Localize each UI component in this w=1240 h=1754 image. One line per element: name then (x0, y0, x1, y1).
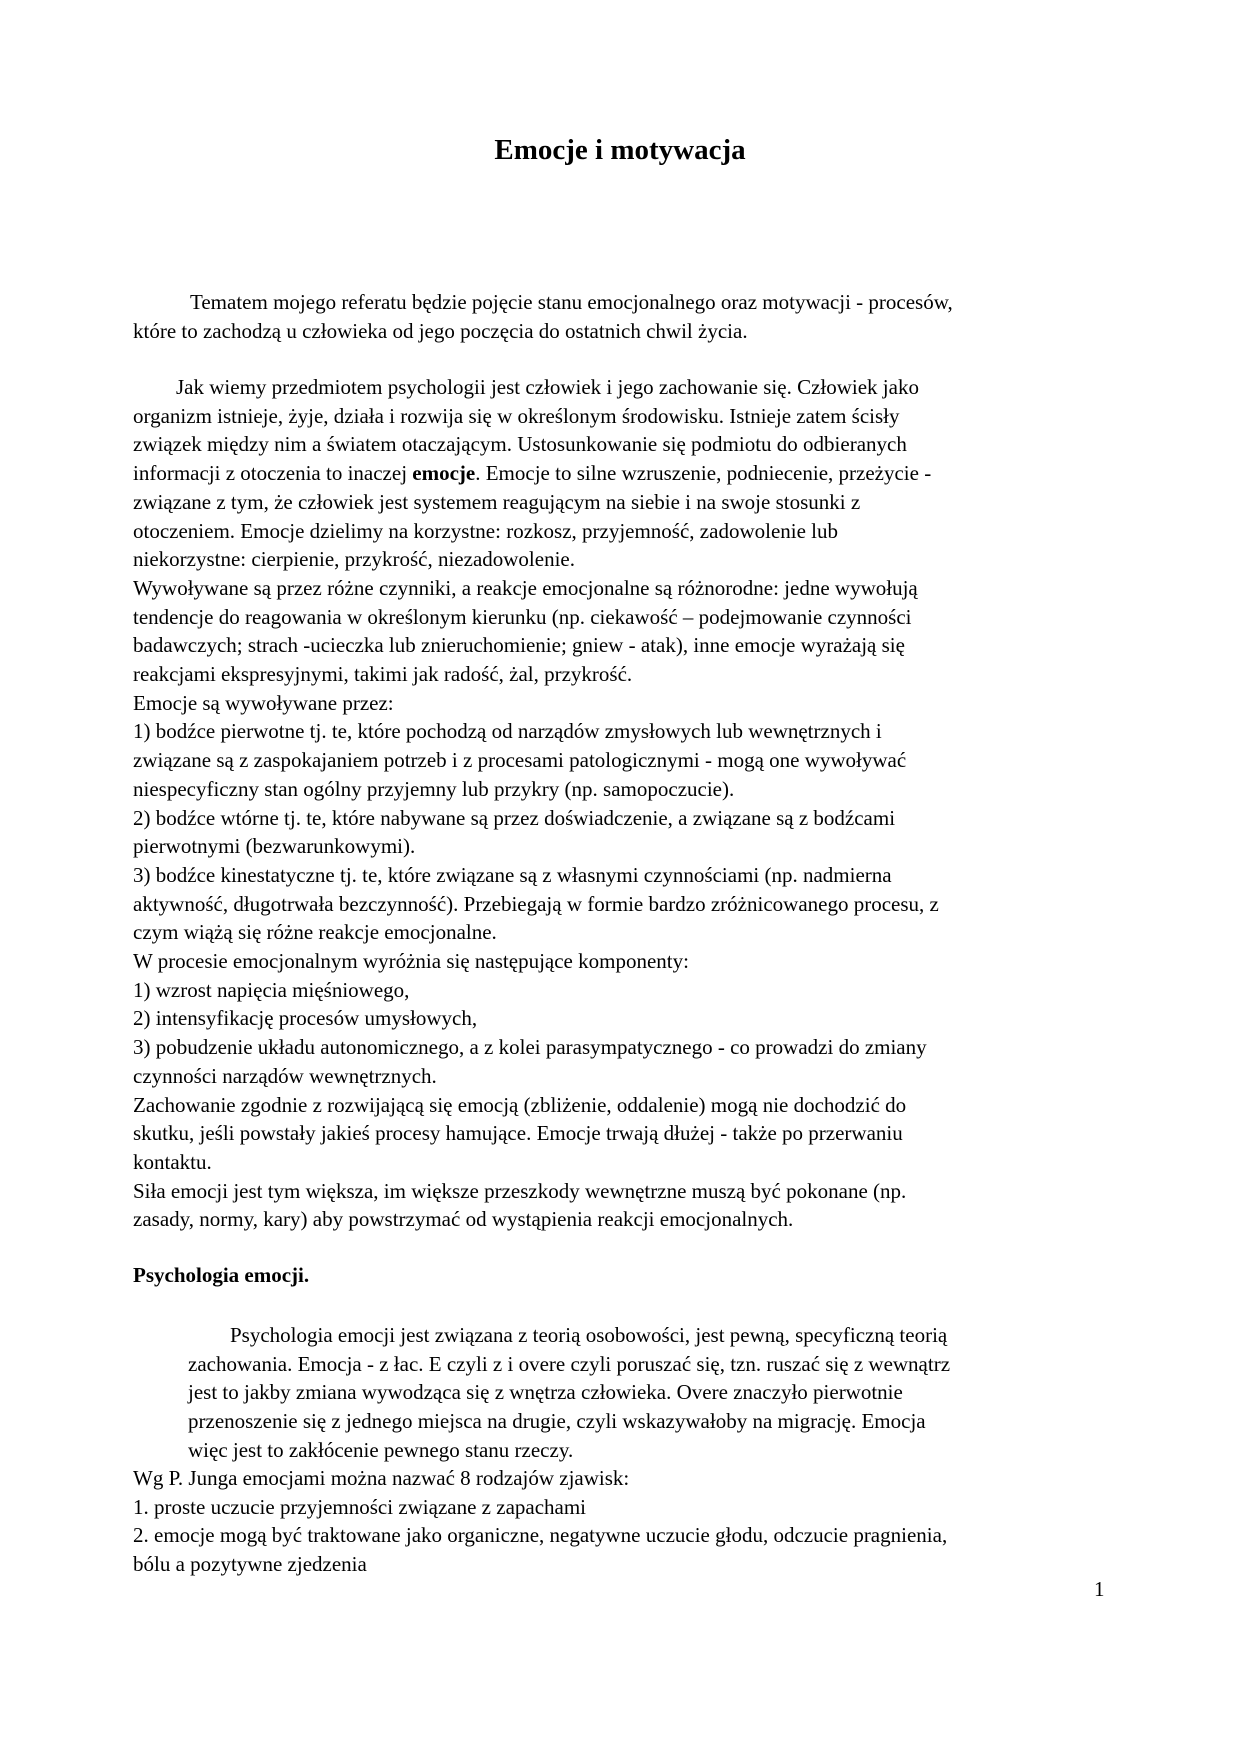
text-line: reakcjami ekspresyjnymi, takimi jak radość, żal, przykrość. (133, 662, 633, 687)
text-line: bólu a pozytywne zjedzenia (133, 1552, 367, 1577)
section-heading: Psychologia emocji. (133, 1263, 310, 1287)
text-line: związane z tym, że człowiek jest systemem reagującym na siebie i na swoje stosunki z (133, 489, 861, 514)
text-line: 2. emocje mogą być traktowane jako organiczne, negatywne uczucie głodu, odczucie pragnienia, (133, 1523, 948, 1548)
text-line: czynności narządów wewnętrznych. (133, 1063, 437, 1088)
text-line: związek między nim a światem otaczającym. Ustosunkowanie się podmiotu do odbieranych (133, 432, 907, 457)
text-line: 1) wzrost napięcia mięśniowego, (133, 977, 410, 1002)
bold-term: emocje (412, 461, 476, 486)
section2-block (188, 1321, 950, 1465)
text-line: tendencje do reagowania w określonym kierunku (np. ciekawość – podejmowanie czynności (133, 604, 912, 629)
text-line: Siła emocji jest tym większa, im większe przeszkody wewnętrzne muszą być pokonane (np. (133, 1178, 907, 1203)
text-line: niekorzystne: cierpienie, przykrość, niezadowolenie. (133, 547, 575, 572)
text-segment: . Emocje to silne wzruszenie, podniecenie, przeżycie - (475, 461, 932, 486)
text-line: czym wiążą się różne reakcje emocjonalne. (133, 920, 497, 945)
text-line: zasady, normy, kary) aby powstrzymać od wystąpienia reakcji emocjonalnych. (133, 1207, 794, 1232)
text-line: Wg P. Junga emocjami można nazwać 8 rodzajów zjawisk: (133, 1466, 630, 1490)
text-line: skutku, jeśli powstały jakieś procesy hamujące. Emocje trwają dłużej - także po przerwaniu (133, 1121, 903, 1146)
text-line: niespecyficzny stan ogólny przyjemny lub przykry (np. samopoczucie). (133, 776, 735, 801)
text-line: jest to jakby zmiana wywodząca się z wnętrza człowieka. Overe znaczyło pierwotnie (188, 1380, 903, 1405)
text-line: Tematem mojego referatu będzie pojęcie stanu emocjonalnego oraz motywacji - procesów, (190, 290, 953, 314)
text-line: pierwotnymi (bezwarunkowymi). (133, 834, 416, 859)
text-line: Psychologia emocji jest związana z teorią osobowości, jest pewną, specyficzną teorią (230, 1323, 948, 1347)
text-line: 3) pobudzenie układu autonomicznego, a z kolei parasympatycznego - co prowadzi do zmiany (133, 1035, 927, 1060)
text-line: Zachowanie zgodnie z rozwijającą się emocją (zbliżenie, oddalenie) mogą nie dochodzić do (133, 1092, 907, 1117)
text-line: 3) bodźce kinestatyczne tj. te, które związane są z własnymi czynnościami (np. nadmierna (133, 862, 892, 887)
text-line: kontaktu. (133, 1149, 212, 1174)
text-line: W procesie emocjonalnym wyróżnia się następujące komponenty: (133, 949, 689, 974)
text-line: 2) bodźce wtórne tj. te, które nabywane są przez doświadczenie, a związane są z bodźcami (133, 805, 896, 830)
text-line: badawczych; strach -ucieczka lub znieruchomienie; gniew - atak), inne emocje wyrażają się (133, 633, 905, 658)
text-line: 2) intensyfikację procesów umysłowych, (133, 1006, 478, 1031)
page-number: 1 (1094, 1577, 1105, 1601)
text-line: przenoszenie się z jednego miejsca na drugie, czyli wskazywałoby na migrację. Emocja (188, 1409, 926, 1434)
text-line: 1) bodźce pierwotne tj. te, które pochodzą od narządów zmysłowych lub wewnętrznych i (133, 719, 882, 744)
text-line: 1. proste uczucie przyjemności związane z zapachami (133, 1494, 587, 1519)
section1-paragraph (133, 373, 939, 1234)
text-line: Jak wiemy przedmiotem psychologii jest człowiek i jego zachowanie się. Człowiek jako (176, 375, 919, 399)
section2-list (133, 1464, 947, 1579)
text-line: zachowania. Emocja - z łac. E czyli z i overe czyli poruszać się, tzn. ruszać się z wewnątrz (188, 1351, 951, 1376)
text-segment: informacji z otoczenia to inaczej (133, 461, 413, 486)
text-line: Emocje są wywoływane przez: (133, 690, 394, 715)
text-line: które to zachodzą u człowieka od jego poczęcia do ostatnich chwil życia. (133, 318, 748, 343)
text-line (133, 459, 939, 488)
text-line: więc jest to zakłócenie pewnego stanu rzeczy. (188, 1437, 574, 1462)
document-title: Emocje i motywacja (494, 134, 746, 166)
intro-paragraph (133, 288, 953, 345)
text-line: organizm istnieje, żyje, działa i rozwija się w określonym środowisku. Istnieje zatem ścisły (133, 403, 900, 428)
text-line: aktywność, długotrwała bezczynność). Przebiegają w formie bardzo zróżnicowanego procesu, z (133, 891, 939, 916)
text-line: związane są z zaspokajaniem potrzeb i z procesami patologicznymi - mogą one wywoływać (133, 748, 907, 773)
text-line: otoczeniem. Emocje dzielimy na korzystne: rozkosz, przyjemność, zadowolenie lub (133, 518, 839, 543)
text-line: Wywoływane są przez różne czynniki, a reakcje emocjonalne są różnorodne: jedne wywołują (133, 575, 918, 600)
